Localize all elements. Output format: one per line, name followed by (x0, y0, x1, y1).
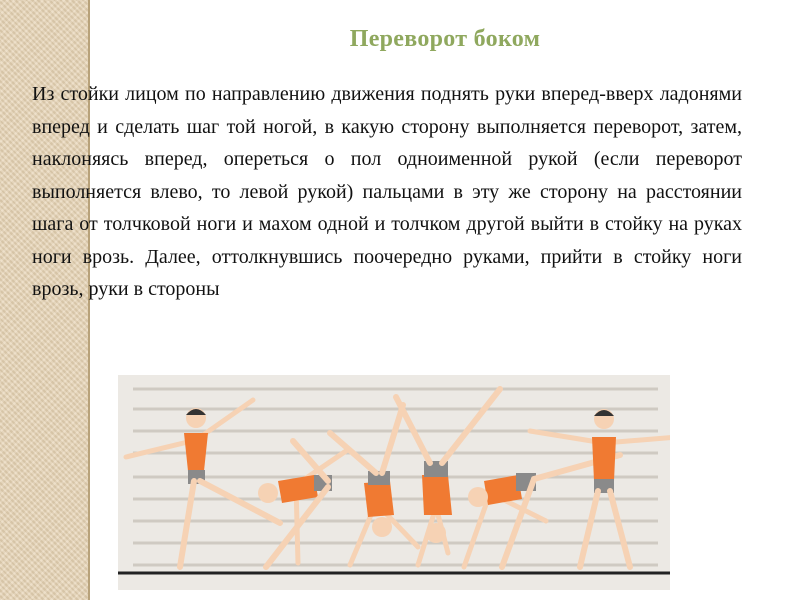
cartwheel-sequence-illustration (118, 375, 670, 590)
exercise-description: Из стойки лицом по направлению движения поднять руки вперед-вверх ладонями вперед и сделать шаг той ногой, в какую сторону выполняется переворот, затем, наклоняясь вперед, опереться о пол одноименной рукой (если переворот выполняется влево, то левой рукой) пальцами в эту же сторону на расстоянии шага от толчковой ноги и махом одной и толчком другой выйти в стойку на руках ноги врозь. Далее, оттолкнувшись поочередно руками, прийти в стойку ноги врозь, руки в стороны (32, 83, 742, 300)
slide-title: Переворот боком (349, 26, 541, 52)
